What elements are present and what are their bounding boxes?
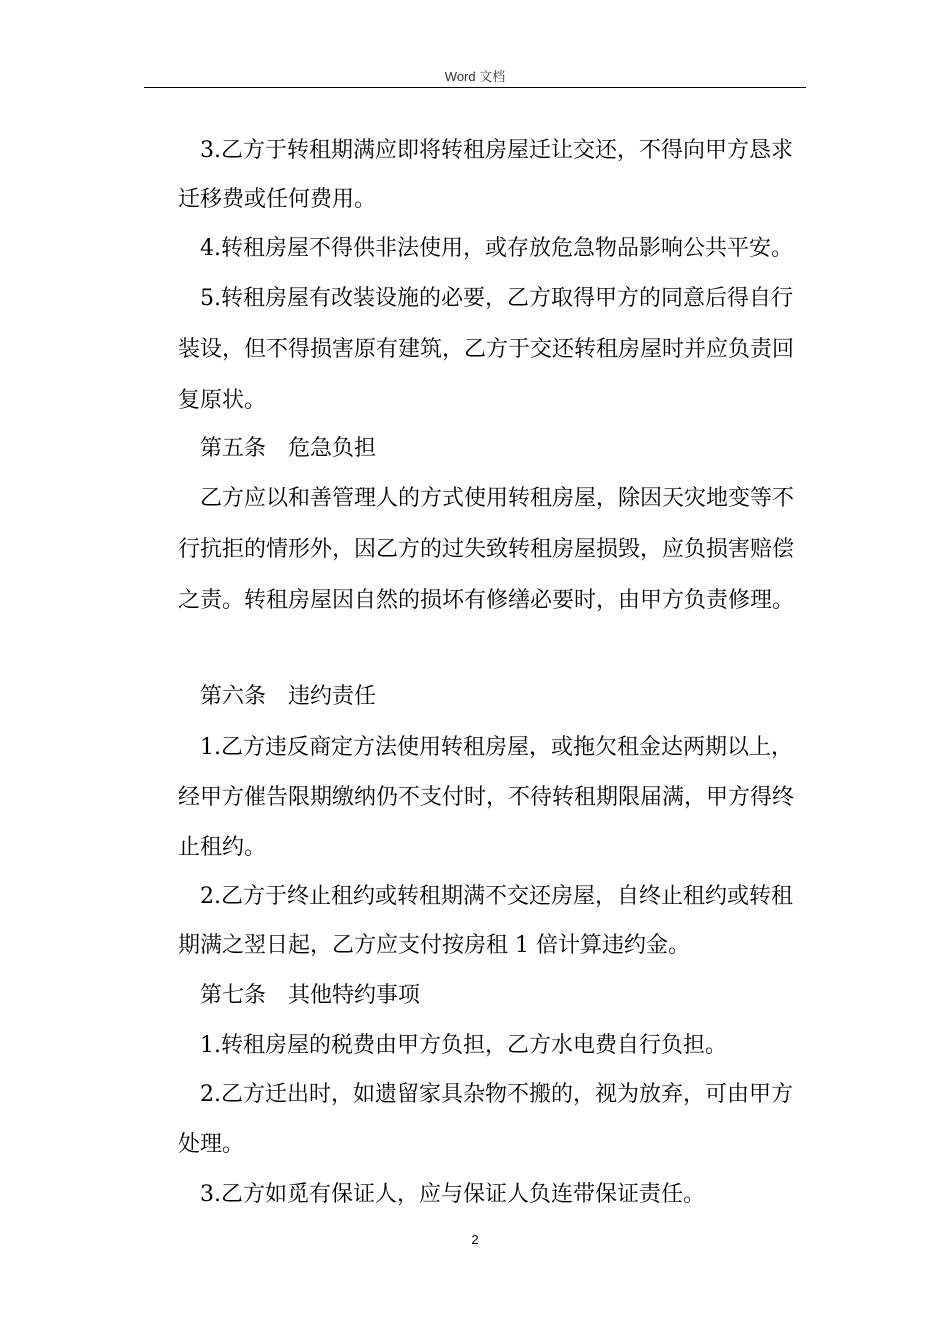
paragraph-line: 1.乙方违反商定方法使用转租房屋，或拖欠租金达两期以上， (200, 735, 793, 760)
paragraph-line: 2.乙方于终止租约或转租期满不交还房屋，自终止租约或转租 (200, 884, 793, 909)
paragraph-line: 处理。 (178, 1132, 245, 1157)
paragraph-line: 4.转租房屋不得供非法使用，或存放危急物品影响公共平安。 (200, 236, 793, 261)
paragraph-line: 期满之翌日起，乙方应支付按房租 1 倍计算违约金。 (178, 933, 690, 958)
paragraph-line: 行抗拒的情形外，因乙方的过失致转租房屋损毁，应负损害赔偿 (178, 537, 795, 562)
paragraph-line: 经甲方催告限期缴纳仍不支付时，不待转租期限届满，甲方得终 (178, 785, 795, 810)
paragraph-line: 乙方应以和善管理人的方式使用转租房屋，除因天灾地变等不 (200, 486, 795, 511)
paragraph-line: 止租约。 (178, 835, 267, 860)
page-header: Word 文档 (444, 69, 506, 84)
header-divider (144, 87, 806, 88)
paragraph-line: 3.乙方于转租期满应即将转租房屋迁让交还，不得向甲方恳求 (200, 138, 793, 163)
paragraph-line: 5.转租房屋有改装设施的必要，乙方取得甲方的同意后得自行 (200, 286, 793, 311)
paragraph-line: 1.转租房屋的税费由甲方负担，乙方水电费自行负担。 (200, 1033, 727, 1058)
section-heading: 第七条 其他特约事项 (200, 983, 421, 1008)
paragraph-line: 复原状。 (178, 388, 267, 413)
section-heading: 第五条 危急负担 (200, 436, 377, 461)
paragraph-line: 装设，但不得损害原有建筑，乙方于交还转租房屋时并应负责回 (178, 337, 795, 362)
paragraph-line: 之责。转租房屋因自然的损坏有修缮必要时，由甲方负责修理。 (178, 588, 795, 613)
paragraph-line: 迁移费或任何费用。 (178, 187, 377, 212)
section-heading: 第六条 违约责任 (200, 684, 377, 709)
paragraph-line: 2.乙方迁出时，如遗留家具杂物不搬的，视为放弃，可由甲方 (200, 1082, 793, 1107)
paragraph-line: 3.乙方如觅有保证人，应与保证人负连带保证责任。 (200, 1182, 705, 1207)
page-number: 2 (471, 1232, 479, 1247)
